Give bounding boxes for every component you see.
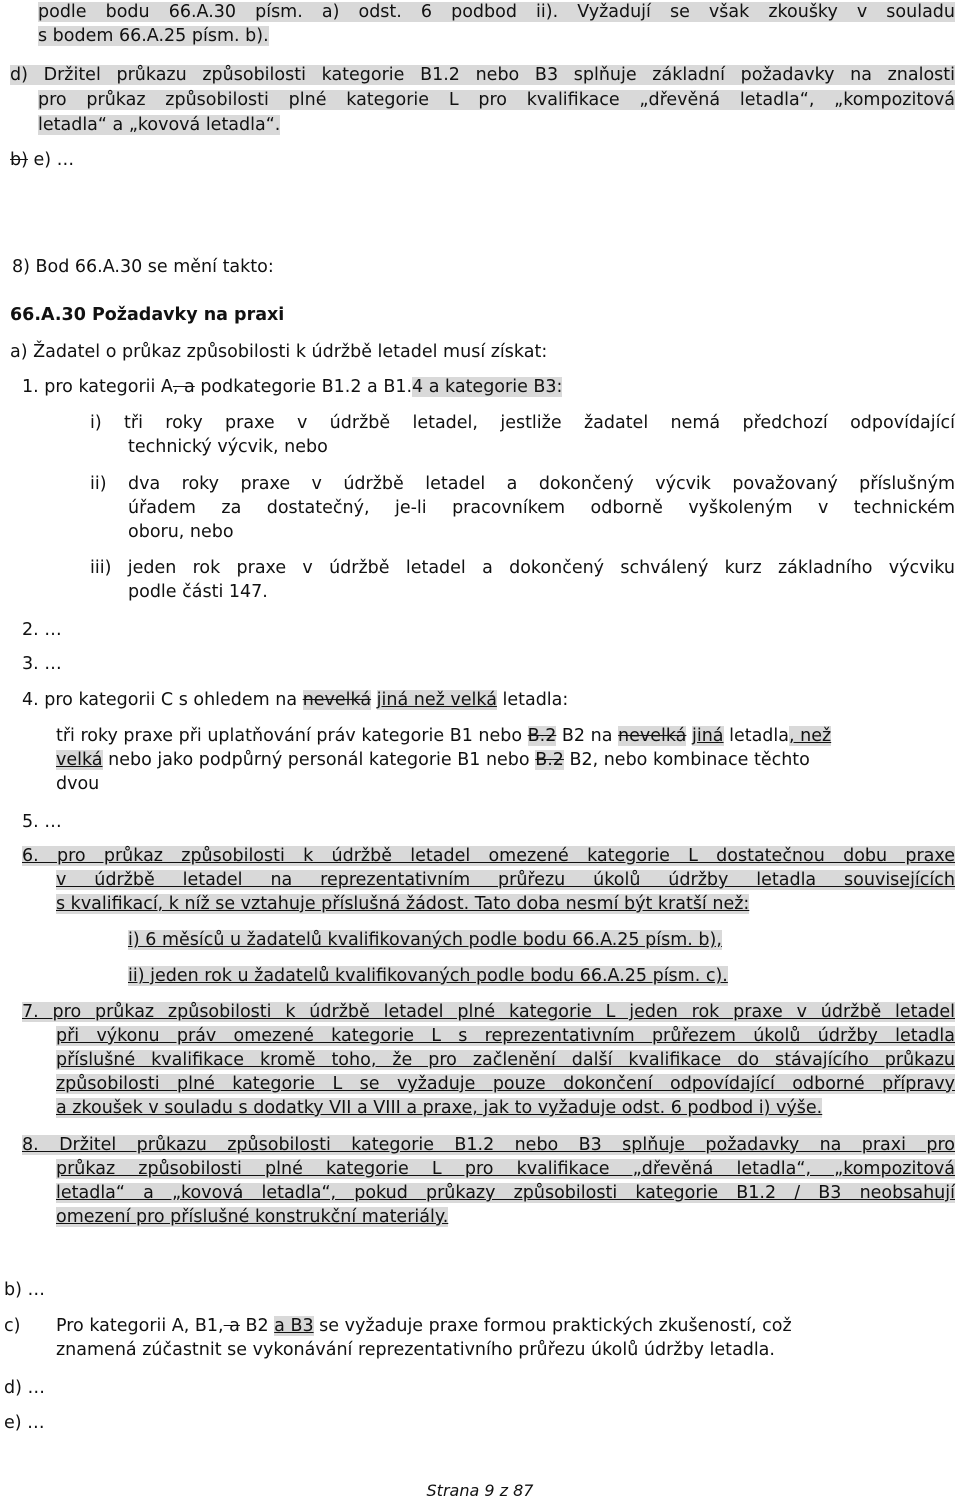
p7-line-2 bbox=[56, 1024, 955, 1048]
tail-c-line-2: znamená zúčastnit se vykonávání reprezentativního průřezu úkolů údržby letadla. bbox=[56, 1340, 775, 1360]
text: pro průkaz způsobilosti plné kategorie L pro kvalifikace „dřevěná letadla“, „kompozitová bbox=[38, 90, 955, 110]
inserted-text: jiná bbox=[691, 726, 724, 746]
text: s bodem 66.A.25 písm. b). bbox=[38, 26, 269, 46]
text: 1. pro kategorii A bbox=[22, 377, 173, 397]
c-req-line-3: dvou bbox=[56, 774, 100, 794]
d-line-1 bbox=[10, 63, 955, 87]
inserted-text: způsobilosti plné kategorie L se vyžaduje pouze dokončení odpovídající odborné přípravy bbox=[56, 1074, 955, 1094]
p8-line-4 bbox=[56, 1205, 448, 1229]
p7-line-3 bbox=[56, 1048, 955, 1072]
top-line-2 bbox=[38, 24, 269, 48]
text: 4. pro kategorii C s ohledem na bbox=[22, 690, 303, 710]
p6-line-2 bbox=[56, 868, 955, 892]
p6-i bbox=[128, 928, 722, 952]
deleted-text: , a bbox=[172, 377, 195, 397]
deleted-text: nevelká bbox=[302, 690, 372, 710]
text: B2, nebo kombinace těchto bbox=[563, 750, 810, 770]
inserted-text: i) 6 měsíců u žadatelů kvalifikovaných podle bodu 66.A.25 písm. b), bbox=[128, 930, 722, 950]
inserted-text: a zkoušek v souladu s dodatky VII a VIII a praxe, jak to vyžaduje odst. 6 podbod i) výše. bbox=[56, 1098, 823, 1118]
text: B2 bbox=[239, 1316, 275, 1336]
point-4 bbox=[22, 688, 568, 712]
inserted-text: s kvalifikací, k níž se vztahuje příslušná žádost. Tato doba nesmí být kratší než: bbox=[56, 894, 750, 914]
p8-line-2 bbox=[56, 1157, 955, 1181]
inserted-text: ii) jeden rok u žadatelů kvalifikovaných podle bodu 66.A.25 písm. c). bbox=[128, 966, 728, 986]
point-2: 2. … bbox=[22, 620, 62, 640]
d-line-2 bbox=[38, 88, 955, 112]
inserted-text: 7. pro průkaz způsobilosti k údržbě letadel plné kategorie L jeden rok praxe v údržbě letadel bbox=[22, 1002, 955, 1022]
p6-line-1 bbox=[22, 844, 955, 868]
tail-c-label: c) bbox=[4, 1316, 21, 1336]
inserted-text: jiná než velká bbox=[376, 690, 497, 710]
tail-c-line-1 bbox=[56, 1314, 792, 1338]
tail-d: d) … bbox=[4, 1378, 45, 1398]
inserted-text: 6. pro průkaz způsobilosti k údržbě letadel omezené kategorie L dostatečnou dobu praxe bbox=[22, 846, 955, 866]
tail-b: b) … bbox=[4, 1280, 45, 1300]
tail-e: e) … bbox=[4, 1413, 45, 1433]
a-intro: a) Žadatel o průkaz způsobilosti k údržbě letadel musí získat: bbox=[10, 342, 548, 362]
c-req-line-2 bbox=[56, 748, 810, 772]
p8-line-3 bbox=[56, 1181, 955, 1205]
inserted-text: průkaz způsobilosti plné kategorie L pro kvalifikace „dřevěná letadla“, „kompozitová bbox=[56, 1159, 955, 1179]
ii-line-1: ii) dva roky praxe v údržbě letadel a dokončený výcvik považovaný příslušným bbox=[90, 474, 955, 494]
inserted-text: příslušné kvalifikace kromě toho, že pro začlenění další kvalifikace do stávajícího průkazu bbox=[56, 1050, 955, 1070]
p7-line-1 bbox=[22, 1000, 955, 1024]
inserted-text: letadla“ a „kovová letadla“, pokud průkazy způsobilosti kategorie B1.2 / B3 neobsahují bbox=[56, 1183, 955, 1203]
point-5: 5. … bbox=[22, 812, 62, 832]
iii-line-1: iii) jeden rok praxe v údržbě letadel a dokončený schválený kurz základního výcviku bbox=[90, 558, 955, 578]
inserted-text: a B3 bbox=[274, 1316, 314, 1336]
section-heading: 66.A.30 Požadavky na praxi bbox=[10, 305, 285, 325]
iii-line-2: podle části 147. bbox=[128, 582, 268, 602]
ii-line-2: úřadem za dostatečný, je-li pracovníkem odborně vyškoleným v technickém bbox=[128, 498, 955, 518]
point-1 bbox=[22, 375, 562, 399]
ii-line-3: oboru, nebo bbox=[128, 522, 234, 542]
top-line-1 bbox=[38, 0, 955, 24]
deleted-text: b) bbox=[10, 150, 28, 170]
inserted-text: velká bbox=[56, 750, 103, 770]
p7-line-4 bbox=[56, 1072, 955, 1096]
text: podkategorie B1.2 a B1. bbox=[194, 377, 413, 397]
text: letadla“ a „kovová letadla“. bbox=[38, 115, 281, 135]
text: tři roky praxe při uplatňování práv kategorie B1 nebo bbox=[56, 726, 528, 746]
i-line-1: i) tři roky praxe v údržbě letadel, jestliže žadatel nemá předchozí odpovídající bbox=[90, 413, 955, 433]
p6-line-3 bbox=[56, 892, 749, 916]
text: letadla: bbox=[496, 690, 569, 710]
p6-ii bbox=[128, 964, 728, 988]
be-line bbox=[10, 148, 74, 172]
text: B2 na bbox=[556, 726, 618, 746]
text: nebo jako podpůrný personál kategorie B1 nebo bbox=[102, 750, 536, 770]
inserted-text: při výkonu práv omezené kategorie L s reprezentativním průřezem úkolů údržby letadla bbox=[56, 1026, 955, 1046]
p8-line-1 bbox=[22, 1133, 955, 1157]
i-line-2: technický výcvik, nebo bbox=[128, 437, 328, 457]
text: se vyžaduje praxe formou praktických zkušeností, což bbox=[313, 1316, 792, 1336]
text: Pro kategorii A, B1, bbox=[56, 1316, 224, 1336]
highlighted-text: 4 a kategorie B3: bbox=[412, 377, 563, 397]
text: letadla bbox=[723, 726, 790, 746]
inserted-text: v údržbě letadel na reprezentativním průřezu úkolů údržby letadla souvisejících bbox=[56, 870, 955, 890]
deleted-text: B.2 bbox=[527, 726, 557, 746]
text: d) Držitel průkazu způsobilosti kategorie B1.2 nebo B3 splňuje základní požadavky na znalosti bbox=[10, 65, 955, 85]
section-intro: 8) Bod 66.A.30 se mění takto: bbox=[12, 257, 274, 277]
deleted-text: a bbox=[223, 1316, 240, 1336]
inserted-text: , než bbox=[789, 726, 832, 746]
point-3: 3. … bbox=[22, 654, 62, 674]
deleted-text: B.2 bbox=[535, 750, 564, 770]
inserted-text: e) … bbox=[33, 150, 75, 170]
deleted-text: nevelká bbox=[618, 726, 687, 746]
page-number: Strana 9 z 87 bbox=[426, 1481, 534, 1500]
inserted-text: omezení pro příslušné konstrukční materiály. bbox=[56, 1207, 449, 1227]
text: podle bodu 66.A.30 písm. a) odst. 6 podbod ii). Vyžadují se však zkoušky v souladu bbox=[38, 2, 955, 22]
p7-line-5 bbox=[56, 1096, 822, 1120]
c-req-line-1 bbox=[56, 724, 831, 748]
d-line-3 bbox=[38, 113, 280, 137]
inserted-text: 8. Držitel průkazu způsobilosti kategorie B1.2 nebo B3 splňuje požadavky na praxi pro bbox=[22, 1135, 955, 1155]
